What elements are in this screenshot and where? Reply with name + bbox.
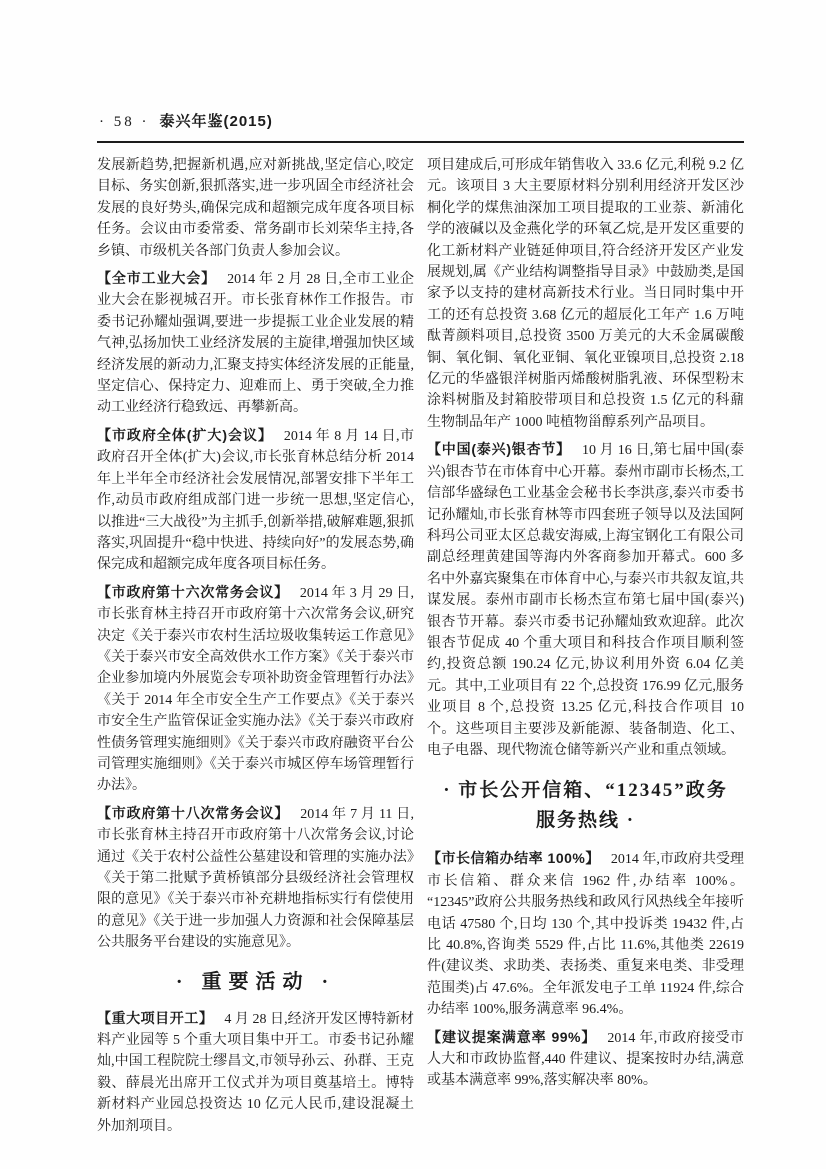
page-header	[97, 112, 744, 141]
right-column	[427, 155, 744, 1143]
continued-paragraph: 发展新趋势,把握新机遇,应对新挑战,坚定信心,咬定目标、务实创新,狠抓落实,进一步巩固全市经济社会发展的良好势头,确保完成和超额完成年度各项目标任务。会议由市委常委、常务副市长刘荣华主持,各乡镇、市级机关各部门负责人参加会议。	[97, 158, 414, 259]
section-title-mayor-mailbox-hotline	[427, 776, 744, 836]
left-column	[97, 155, 414, 1143]
entry-mayor-mailbox-completion-rate	[427, 848, 744, 1020]
entry-heading: 【建议提案满意率 99%】	[427, 1028, 597, 1045]
entry-body: 10 月 16 日,第七届中国(泰兴)银杏节在市体育中心开幕。泰州市副市长杨杰,工信部华盛绿色工业基金会秘书长李洪彦,泰兴市委书记孙耀灿,市长张育林等市四套班子领导以及法国阿科玛公司亚太区总裁安海威,上海宝钢化工有限公司副总经理黄建国等海内外客商参加开幕式。600 多名中外嘉宾聚集在市体育中心,与泰兴市共叙友谊,共谋发展。泰州市副市长杨杰宣布第七届中国(泰兴)银杏节开幕。泰兴市委书记孙耀灿致欢迎辞。此次银杏节促成 40 个重大项目和科技合作项目顺利签约,投资总额 190.24 亿元,协议利用外资 6.04 亿美元。其中,工业项目有 22 个,总投资 176.99 亿元,服务业项目 8 个,总投资 13.25 亿元,科技合作项目 10 个。这些项目主要涉及新能源、装备制造、化工、电子电器、现代物流仓储等新兴产业和重点领域。	[427, 443, 744, 758]
section-title-line-2: 服务热线 ·	[535, 810, 636, 832]
entry-body: 2014 年 3 月 29 日,市长张育林主持召开市政府第十六次常务会议,研究决定《关于泰兴市农村生活垃圾收集转运工作意见》《关于泰兴市安全高效供水工作方案》《关于泰兴市企业参加境内外展览会专项补助资金管理暂行办法》《关于 2014 年全市安全生产工作要点》《关于泰兴市安全生产监管保证金实施办法》《关于泰兴市政府性债务管理实施细则》《关于泰兴市政府融资平台公司管理实施细则》《关于泰兴市城区停车场管理暂行办法》。	[97, 585, 415, 794]
entry-major-projects-groundbreaking	[97, 1008, 414, 1137]
entry-16th-executive-meeting	[97, 582, 414, 797]
entry-heading: 【市政府第十六次常务会议】	[97, 583, 289, 600]
entry-body: 4 月 28 日,经济开发区博特新材料产业园等 5 个重大项目集中开工。市委书记孙耀灿,中国工程院院士缪昌文,市领导孙云、孙群、王克毅、薛晨光出席开工仪式并为项目奠基培土。博特新材料产业园总投资达 10 亿元人民币,建设混凝土外加剂项目。	[97, 1011, 415, 1134]
entry-industry-conference	[97, 268, 414, 419]
entry-heading: 【市长信箱办结率 100%】	[427, 850, 600, 867]
entry-proposal-satisfaction-rate	[427, 1027, 744, 1092]
entry-body: 2014 年 2 月 28 日,全市工业企业大会在影视城召开。市长张育林作工作报告。市委书记孙耀灿强调,要进一步提振工业企业发展的精气神,弘扬加快工业经济发展的主旋律,增强加快区域经济发展的新动力,汇聚支持实体经济发展的正能量,坚定信心、保持定力、迎难而上、勇于突破,全力推动工业经济行稳致远、再攀新高。	[97, 272, 415, 416]
entry-body: 2014 年 8 月 14 日,市政府召开全体(扩大)会议,市长张育林总结分析 2014 年上半年全市经济社会发展情况,部署安排下半年工作,动员市政府组成部门进一步统一思想,坚定信心,以推进“三大战役”为主抓手,创新举措,破解难题,狠抓落实,巩固提升“稳中快进、持续向好”的发展态势,确保完成和超额完成年度各项目标任务。	[97, 428, 415, 573]
page-number: · 58 ·	[99, 114, 150, 130]
entry-heading: 【市政府第十八次常务会议】	[97, 804, 290, 821]
continued-paragraph: 项目建成后,可形成年销售收入 33.6 亿元,利税 9.2 亿元。该项目 3 大主要原材料分别利用经济开发区沙桐化学的煤焦油深加工项目提取的工业萘、新浦化学的液碱以及金燕化学的环氧乙烷,是开发区重要的化工新材料产业链延伸项目,符合经济开发区产业发展规划,属《产业结构调整指导目录》中鼓励类,是国家予以支持的建材高新技术行业。当日同时集中开工的还有总投资 3.68 亿元的超辰化工年产 1.6 万吨酞菁颜料项目,总投资 3500 万美元的大禾金属碳酸铜、氧化铜、氧化亚铜、氧化亚镍项目,总投资 2.18 亿元的华盛银洋树脂丙烯酸树脂乳液、环保型粉末涂料树脂及封箱胶带项目和总投资 1.5 亿元的科鼐生物制品年产 1000 吨植物甾醇系列产品项目。	[427, 158, 744, 430]
entry-ginkgo-festival	[427, 439, 744, 761]
entry-heading: 【重大项目开工】	[97, 1009, 214, 1026]
section-title-line-1: · 市长公开信箱、“12345”政务	[443, 780, 728, 802]
entry-heading: 【市政府全体(扩大)会议】	[97, 426, 273, 443]
book-title: 泰兴年鉴(2015)	[159, 113, 273, 130]
two-column-body	[97, 155, 744, 1143]
entry-heading: 【全市工业大会】	[97, 270, 217, 287]
entry-body: 2014 年 7 月 11 日,市长张育林主持召开市政府第十八次常务会议,讨论通过《关于农村公益性公墓建设和管理的实施办法》《关于第二批赋予黄桥镇部分县级经济社会管理权限的意见》《关于泰兴市补充耕地指标实行有偿使用的意见》《关于进一步加强人力资源和社会保障基层公共服务平台建设的实施意见》。	[97, 806, 415, 951]
section-title-important-activities: · 重要活动 ·	[175, 970, 336, 993]
header-rule	[97, 141, 744, 143]
entry-heading: 【中国(泰兴)银杏节】	[427, 441, 571, 458]
entry-body: 2014 年,市政府接受市人大和市政协监督,440 件建议、提案按时办结,满意或基本满意率 99%,落实解决率 80%。	[427, 1030, 745, 1089]
entry-plenary-enlarged-meeting	[97, 425, 414, 576]
entry-body: 2014 年,市政府共受理市长信箱、群众来信 1962 件,办结率 100%。“12345”政府公共服务热线和政风行风热线全年接听电话 47580 个,日均 130 个,其中投诉类 19432 件,占比 40.8%,咨询类 5529 件,占比 11.6%,其他类 22619 件(建议类、求助类、表扬类、重复来电类、非受理范围类)占 47.6%。全年派发电子工单 11924 件,综合办结率 100%,服务满意率 96.4%。	[427, 852, 744, 1018]
entry-18th-executive-meeting	[97, 803, 414, 954]
